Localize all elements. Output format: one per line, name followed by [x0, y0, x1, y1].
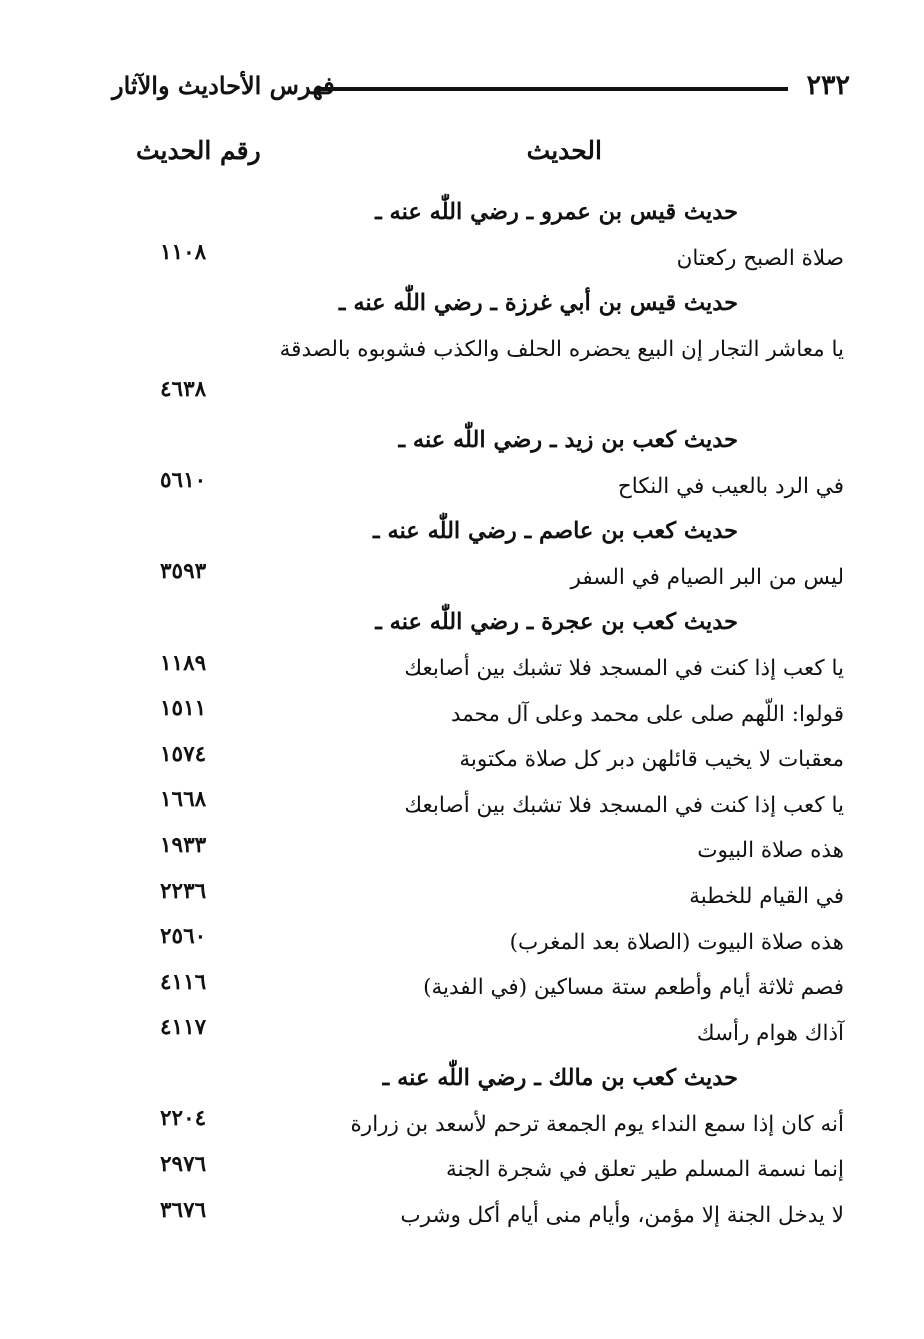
hadith-number: ١٦٦٨	[160, 787, 207, 813]
hadith-number: ٢٩٧٦	[160, 1152, 207, 1178]
hadith-number: ١١٠٨	[160, 240, 207, 266]
hadith-number: ١١٨٩	[160, 650, 207, 676]
hadith-number: ٢٢٣٦	[160, 878, 207, 904]
hadith-text: إنما نسمة المسلم طير تعلق في شجرة الجنة	[446, 1157, 844, 1183]
section-heading-row	[0, 596, 924, 642]
page-header	[112, 70, 850, 110]
section-heading: حديث كعب بن عاصم ـ رضي اللّٰه عنه ـ	[373, 518, 738, 545]
hadith-text: يا كعب إذا كنت في المسجد فلا تشبك بين أصابعك	[404, 792, 844, 818]
section-heading-row	[0, 1052, 924, 1098]
hadith-entry-row	[0, 1143, 924, 1189]
hadith-number: ٣٦٧٦	[160, 1197, 207, 1223]
hadith-number: ٢٥٦٠	[160, 924, 207, 950]
hadith-text: في الرد بالعيب في النكاح	[617, 473, 844, 499]
hadith-number: ١٩٣٣	[160, 832, 207, 858]
section-heading-row	[0, 186, 924, 232]
hadith-entry-row	[0, 642, 924, 688]
hadith-entry-row	[0, 870, 924, 916]
section-heading: حديث قيس بن عمرو ـ رضي اللّٰه عنه ـ	[375, 199, 738, 225]
hadith-index-list	[0, 186, 924, 1235]
column-header-number: رقم الحديث	[136, 136, 261, 165]
hadith-entry-row	[0, 551, 924, 597]
hadith-entry-row	[0, 1007, 924, 1053]
hadith-entry-row	[0, 779, 924, 825]
hadith-text: هذه صلاة البيوت (الصلاة بعد المغرب)	[509, 929, 844, 955]
column-header-hadith: الحديث	[526, 136, 602, 165]
hadith-text: أنه كان إذا سمع النداء يوم الجمعة ترحم لأسعد بن زرارة	[350, 1111, 844, 1137]
hadith-text: معقبات لا يخيب قائلهن دبر كل صلاة مكتوبة	[459, 747, 844, 773]
hadith-text: يا معاشر التجار إن البيع يحضره الحلف والكذب فشوبوه بالصدقة	[279, 336, 844, 362]
hadith-number: ٣٥٩٣	[160, 559, 207, 585]
header-rule	[316, 87, 788, 91]
hadith-text: في القيام للخطبة	[689, 883, 844, 909]
hadith-entry-row	[0, 323, 924, 414]
hadith-entry-row	[0, 1189, 924, 1235]
hadith-entry-row	[0, 1098, 924, 1144]
hadith-text: يا كعب إذا كنت في المسجد فلا تشبك بين أصابعك	[404, 655, 844, 681]
hadith-text: صلاة الصبح ركعتان	[676, 245, 844, 271]
hadith-entry-row	[0, 232, 924, 278]
hadith-text: هذه صلاة البيوت	[697, 838, 844, 864]
hadith-entry-row	[0, 824, 924, 870]
hadith-number: ٤١١٧	[160, 1015, 207, 1041]
section-heading: حديث كعب بن زيد ـ رضي اللّٰه عنه ـ	[398, 426, 738, 453]
section-heading: حديث كعب بن عجرة ـ رضي اللّٰه عنه ـ	[375, 609, 738, 636]
hadith-entry-row	[0, 460, 924, 506]
hadith-text: قولوا: اللّهم صلى على محمد وعلى آل محمد	[450, 701, 844, 727]
hadith-number: ٢٢٠٤	[160, 1106, 207, 1132]
hadith-entry-row	[0, 916, 924, 962]
hadith-text: ليس من البر الصيام في السفر	[570, 564, 844, 590]
hadith-text: لا يدخل الجنة إلا مؤمن، وأيام منى أيام أكل وشرب	[400, 1203, 844, 1229]
section-heading-row	[0, 505, 924, 551]
page-number: ٢٣٢	[806, 70, 850, 101]
hadith-text: آذاك هوام رأسك	[696, 1020, 844, 1046]
hadith-text: فصم ثلاثة أيام وأطعم ستة مساكين (في الفدية)	[423, 975, 844, 1001]
hadith-number: ١٥١١	[160, 696, 207, 722]
hadith-number: ١٥٧٤	[160, 741, 207, 767]
section-heading: حديث كعب بن مالك ـ رضي اللّٰه عنه ـ	[382, 1065, 738, 1092]
hadith-number: ٤٦٣٨	[160, 376, 207, 402]
running-title: فهرس الأحاديث والآثار	[112, 71, 335, 100]
hadith-entry-row	[0, 688, 924, 734]
hadith-number: ٤١١٦	[160, 969, 207, 995]
hadith-number: ٥٦١٠	[160, 468, 207, 494]
hadith-entry-row	[0, 961, 924, 1007]
section-heading-row	[0, 277, 924, 323]
hadith-entry-row	[0, 733, 924, 779]
section-heading: حديث قيس بن أبي غرزة ـ رضي اللّٰه عنه ـ	[338, 290, 738, 317]
section-heading-row	[0, 414, 924, 460]
